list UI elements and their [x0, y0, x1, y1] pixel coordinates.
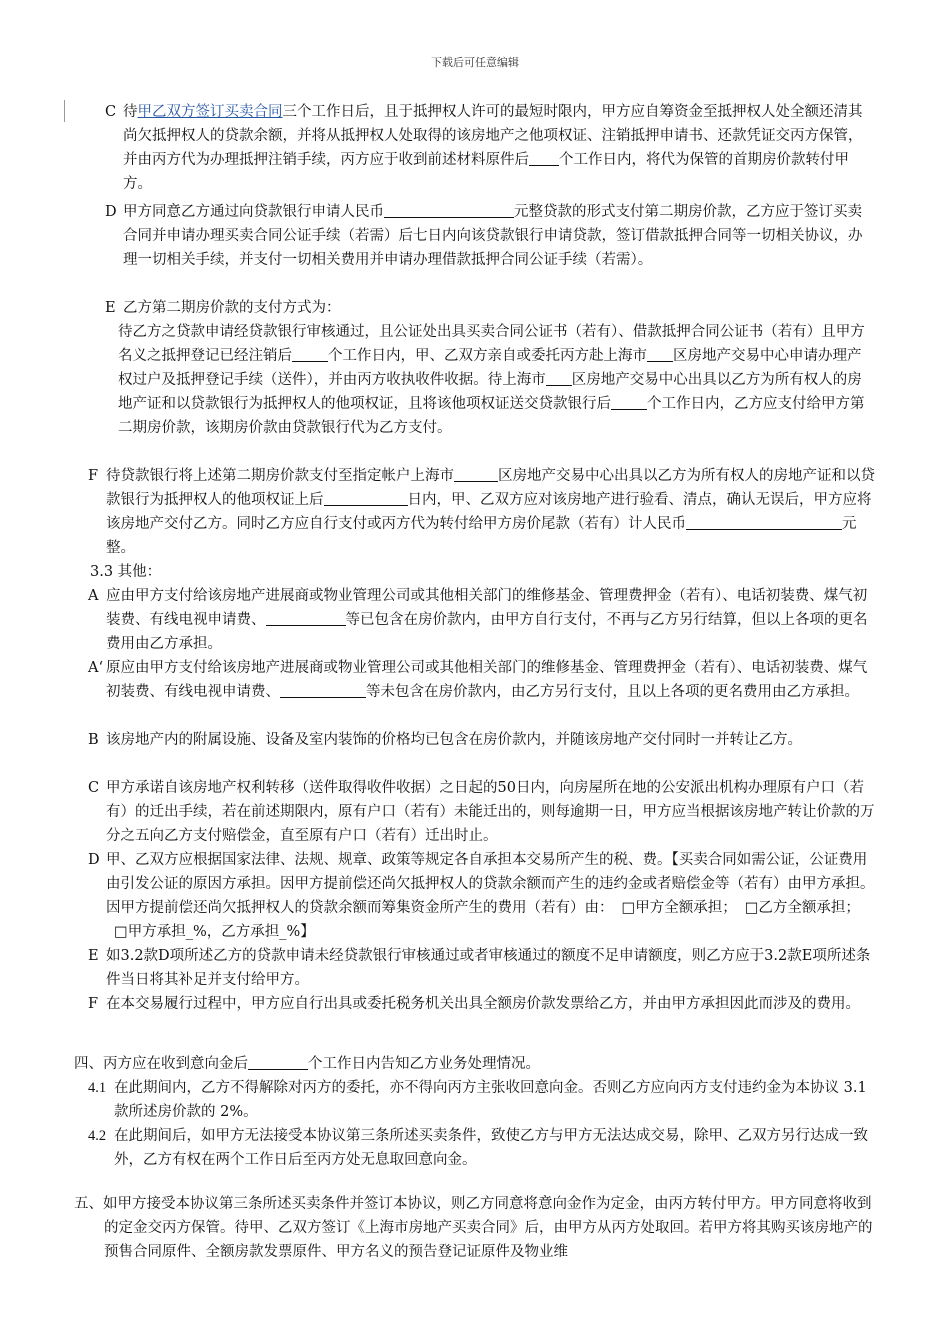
clause-4-1: 4.1 在此期间内，乙方不得解除对丙方的委托，亦不得向丙方主张收回意向金。否则乙方应向丙方支付违约金为本协议 3.1 款所述房价款的 2%。	[88, 1080, 867, 1120]
clause-3-3-d: D 甲、乙双方应根据国家法律、法规、规章、政策等规定各自承担本交易所产生的税、费。【买卖合同如需公证，公证费用由引发公证的原因方承担。因甲方提前偿还尚欠抵押权人的贷款余额而产生的违约金或者赔偿金等（若有）由甲方承担。因甲方提前偿还尚欠抵押权人的贷款余额而筹集资金所产生的费用（若有）由： □甲方全额承担； □乙方全额承担；□甲方承担_%，乙方承担_%】	[88, 852, 875, 940]
contract-link[interactable]: 甲乙双方签订买卖合同	[137, 104, 283, 120]
clause-3-2-c: C 待甲乙双方签订买卖合同三个工作日后，且于抵押权人许可的最短时限内，甲方应自筹资金至抵押权人处全额还清其尚欠抵押权人的贷款余额，并将从抵押权人处取得的该房地产之他项权证、注销抵押申请书、还款凭证交丙方保管，并由丙方代为办理抵押注销手续，丙方应于收到前述材料原件后 个工作日内，将代为保管的首期房价款转付甲方。	[123, 100, 863, 196]
clause-label: E	[105, 300, 116, 316]
revision-mark	[64, 100, 65, 122]
clause-3-2-e: E 乙方第二期房价款的支付方式为：	[123, 296, 863, 320]
clause-3-3-f: F 在本交易履行过程中，甲方应自行出具或委托税务机关出具全额房价款发票给乙方，并由甲方承担因此而涉及的费用。	[88, 996, 860, 1012]
clause-3-3-c: C 甲方承诺自该房地产权利转移（送件取得收件收据）之日起的50日内，向房屋所在地的公安派出机构办理原有户口（若有）的迁出手续，若在前述期限内，原有户口（若有）未能迁出的，则每逾期一日，甲方应当根据该房地产转让价款的万分之五向乙方支付赔偿金，直至原有户口（若有）迁出时止。	[88, 780, 875, 844]
clause-3-2-e-body: 待乙方之贷款申请经贷款银行审核通过，且公证处出具买卖合同公证书（若有）、借款抵押合同公证书（若有）且甲方名义之抵押登记已经注销后 个工作日内，甲、乙双方亲自或委托丙方赴上海市 区房地产交易中心申请办理产权过户及抵押登记手续（送件），并由丙方收执收件收据。待上海市 区房地产交易中心出具以乙方为所有权人的房地产证和以贷款银行为抵押权人的他项权证，且将该他项权证送交贷款银行后 个工作日内，乙方应支付给甲方第二期房价款，该期房价款由贷款银行代为乙方支付。	[118, 324, 865, 436]
page-header: 下载后可任意编辑	[431, 56, 519, 69]
clause-3-2-f: F 待贷款银行将上述第二期房价款支付至指定帐户上海市 区房地产交易中心出具以乙方为所有权人的房地产证和以贷款银行为抵押权人的他项权证上后 日内，甲、乙双方应对该房地产进行验看、清点，确认无误后，甲方应将该房地产交付乙方。同时乙方应自行支付或丙方代为转付给甲方房价尾款（若有）计人民币 元整。	[106, 464, 876, 560]
section-5: 五、如甲方接受本协议第三条所述买卖条件并签订本协议，则乙方同意将意向金作为定金，由丙方转付甲方。甲方同意将收到的定金交丙方保管。待甲、乙双方签订《上海市房地产买卖合同》后，由甲方从丙方处取回。若甲方将其购买该房地产的预售合同原件、全额房款发票原件、甲方名义的预告登记证原件及物业维	[74, 1196, 873, 1260]
blank-field	[384, 203, 514, 218]
blank-field	[529, 151, 559, 166]
clause-label: D	[105, 204, 117, 220]
option-party-a-full[interactable]: □甲方全额承担；	[621, 900, 737, 916]
clause-3-3-b: B 该房地产内的附属设施、设备及室内装饰的价格均已包含在房价款内，并随该房地产交付同时一并转让乙方。	[88, 732, 802, 748]
clause-label: F	[88, 468, 99, 484]
clause-3-2-d: D 甲方同意乙方通过向贷款银行申请人民币 元整贷款的形式支付第二期房价款，乙方应于签订买卖合同并申请办理买卖合同公证手续（若需）后七日内向该贷款银行申请贷款，签订借款抵押合同等一切相关协议，办理一切相关手续，并支付一切相关费用并申请办理借款抵押合同公证手续（若需）。	[123, 200, 863, 272]
clause-label: C	[105, 104, 117, 120]
section-3-3-title: 3.3 其他：	[90, 564, 162, 580]
clause-3-3-a-prime: A‘ 原应由甲方支付给该房地产进展商或物业管理公司或其他相关部门的维修基金、管理费押金（若有）、电话初装费、煤气初装费、有线电视申请费、 等未包含在房价款内，由乙方另行支付，且以上各项的更名费用由乙方承担。	[88, 660, 868, 700]
clause-3-3-e: E 如3.2款D项所述乙方的贷款申请未经贷款银行审核通过或者审核通过的额度不足申请额度，则乙方应于3.2款E项所述条件当日将其补足并支付给甲方。	[88, 948, 871, 988]
option-split[interactable]: □甲方承担_%，乙方承担_%】	[114, 924, 315, 940]
clause-3-3-a: A 应由甲方支付给该房地产进展商或物业管理公司或其他相关部门的维修基金、管理费押金（若有）、电话初装费、煤气初装费、有线电视申请费、 等已包含在房价款内，由甲方自行支付，不再与乙方另行结算，但以上各项的更名费用由乙方承担。	[88, 588, 868, 652]
option-party-b-full[interactable]: □乙方全额承担；	[744, 900, 860, 916]
clause-4-2: 4.2 在此期间后，如甲方无法接受本协议第三条所述买卖条件，致使乙方与甲方无法达成交易，除甲、乙双方另行达成一致外，乙方有权在两个工作日后至丙方处无息取回意向金。	[88, 1128, 868, 1168]
section-4-title: 四、丙方应在收到意向金后 个工作日内告知乙方业务处理情况。	[74, 1056, 540, 1072]
